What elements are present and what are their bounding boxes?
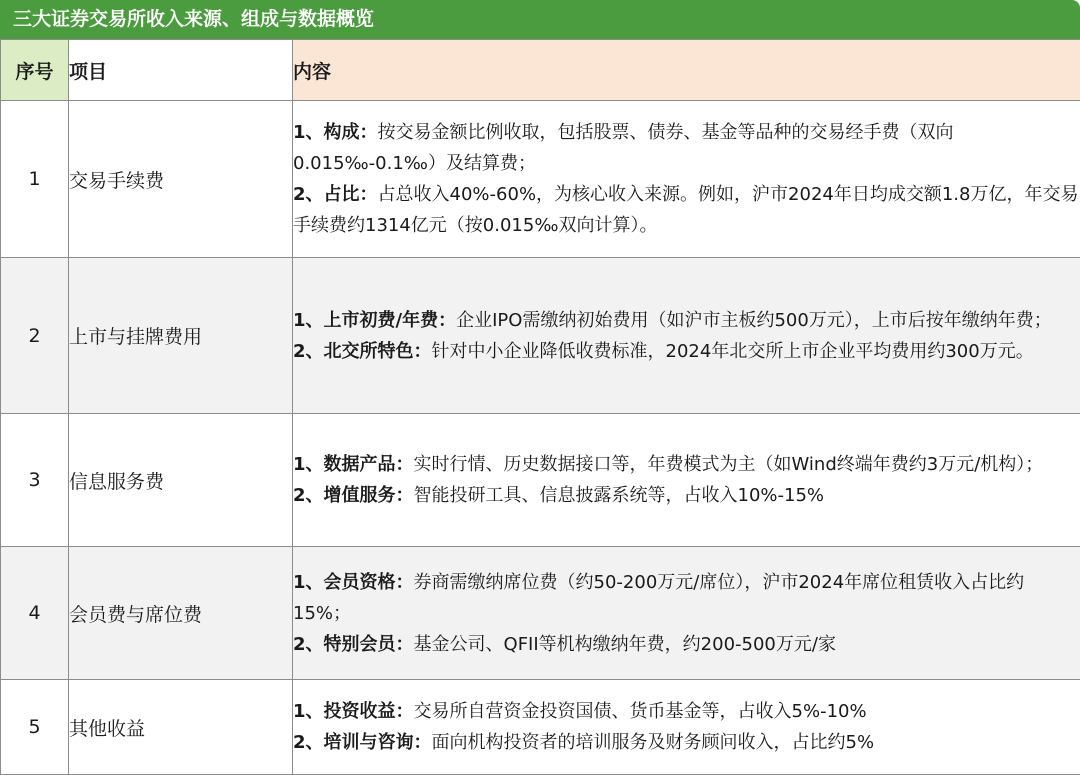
content-text: 券商需缴纳席位费（约50-200万元/席位），沪市2024年席位租赁收入占比约15%；: [293, 572, 1024, 624]
row-content: [293, 680, 1080, 775]
header-item: 项目: [69, 40, 293, 101]
table-row: [1, 414, 1080, 547]
content-text: 针对中小企业降低收费标准，2024年北交所上市企业平均费用约300万元。: [432, 341, 1034, 362]
table-row: [1, 680, 1080, 775]
table-row: [1, 258, 1080, 414]
row-item: 会员费与席位费: [69, 547, 293, 680]
content-label: 1、构成：: [293, 122, 378, 143]
row-content: [293, 101, 1080, 258]
content-text: 按交易金额比例收取，包括股票、债券、基金等品种的交易经手费（双向0.015‰-0.1‰）及结算费；: [293, 122, 954, 174]
content-text: 面向机构投资者的培训服务及财务顾问收入，占比约5%: [432, 732, 875, 753]
content-line: [293, 629, 1080, 660]
header-row: [1, 40, 1080, 101]
row-item: 上市与挂牌费用: [69, 258, 293, 414]
row-number: 5: [1, 680, 69, 775]
content-line: [293, 727, 1080, 758]
row-item: 交易手续费: [69, 101, 293, 258]
content-label: 1、数据产品：: [293, 454, 414, 475]
content-text: 实时行情、历史数据接口等，年费模式为主（如Wind终端年费约3万元/机构）；: [414, 454, 1044, 475]
row-number: 2: [1, 258, 69, 414]
content-line: [293, 336, 1080, 367]
row-item: 其他收益: [69, 680, 293, 775]
content-label: 2、北交所特色：: [293, 341, 432, 362]
row-number: 4: [1, 547, 69, 680]
content-label: 2、占比：: [293, 184, 378, 205]
row-number: 3: [1, 414, 69, 547]
content-label: 2、特别会员：: [293, 634, 414, 655]
content-label: 1、会员资格：: [293, 572, 414, 593]
table-row: [1, 101, 1080, 258]
row-content: [293, 258, 1080, 414]
row-content: [293, 547, 1080, 680]
content-text: 企业IPO需缴纳初始费用（如沪市主板约500万元），上市后按年缴纳年费；: [456, 310, 1052, 331]
content-label: 2、培训与咨询：: [293, 732, 432, 753]
table-title: 三大证券交易所收入来源、组成与数据概览: [0, 0, 1080, 39]
content-label: 1、投资收益：: [293, 701, 414, 722]
row-item: 信息服务费: [69, 414, 293, 547]
content-line: [293, 305, 1080, 336]
table-row: [1, 547, 1080, 680]
content-line: [293, 449, 1080, 480]
content-label: 2、增值服务：: [293, 485, 414, 506]
content-line: [293, 117, 1080, 179]
row-content: [293, 414, 1080, 547]
header-no: 序号: [1, 40, 69, 101]
content-text: 基金公司、QFII等机构缴纳年费，约200-500万元/家: [414, 634, 836, 655]
content-line: [293, 696, 1080, 727]
data-table: [0, 39, 1080, 775]
row-number: 1: [1, 101, 69, 258]
content-line: [293, 480, 1080, 511]
content-line: [293, 179, 1080, 241]
content-text: 占总收入40%-60%，为核心收入来源。例如，沪市2024年日均成交额1.8万亿，年交易手续费约1314亿元（按0.015‰双向计算）。: [293, 184, 1078, 236]
content-label: 1、上市初费/年费：: [293, 310, 456, 331]
content-text: 交易所自营资金投资国债、货币基金等，占收入5%-10%: [414, 701, 867, 722]
content-text: 智能投研工具、信息披露系统等，占收入10%-15%: [414, 485, 825, 506]
header-content: 内容: [293, 40, 1080, 101]
content-line: [293, 567, 1080, 629]
